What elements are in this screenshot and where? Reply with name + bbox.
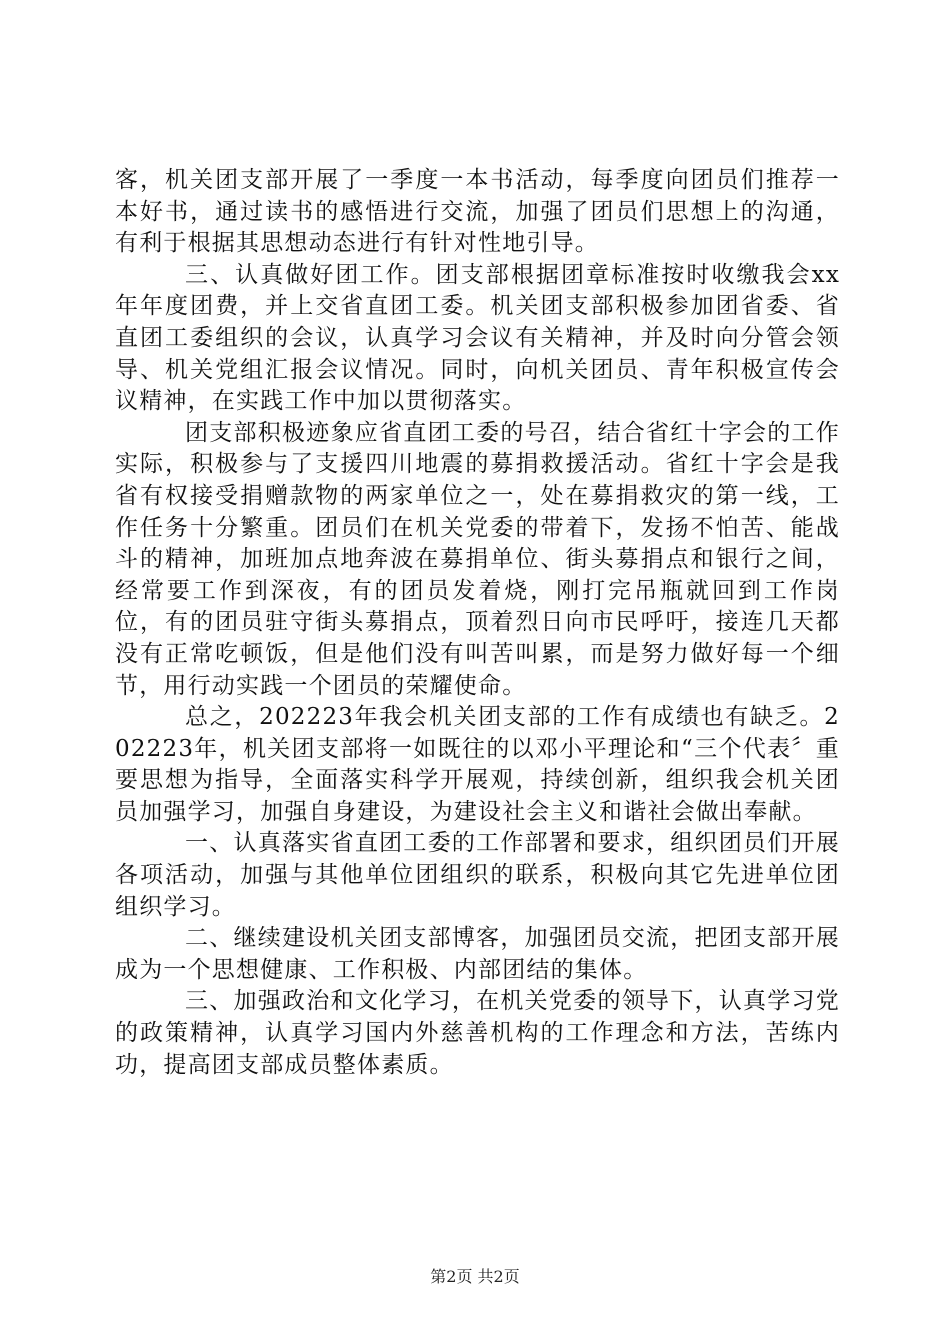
- paragraph-continuation: 客，机关团支部开展了一季度一本书活动，每季度向团员们推荐一本好书，通过读书的感悟进行交流，加强了团员们思想上的沟通，有利于根据其思想动态进行有针对性地引导。: [115, 167, 840, 257]
- paragraph-plan-one: 一、认真落实省直团工委的工作部署和要求，组织团员们开展各项活动，加强与其他单位团组织的联系，积极向其它先进单位团组织学习。: [115, 830, 840, 920]
- paragraph-summary: 总之，202223年我会机关团支部的工作有成绩也有缺乏。202223年，机关团支部将一如既往的以邓小平理论和“三个代表〞重要思想为指导，全面落实科学开展观，持续创新，组织我会机关团员加强学习，加强自身建设，为建设社会主义和谐社会做出奉献。: [115, 704, 840, 825]
- document-body: [115, 165, 840, 1081]
- page-number-footer: 第2页 共2页: [430, 1267, 520, 1286]
- paragraph-plan-three: 三、加强政治和文化学习，在机关党委的领导下，认真学习党的政策精神，认真学习国内外慈善机构的工作理念和方法，苦练内功，提高团支部成员整体素质。: [115, 988, 840, 1078]
- paragraph-plan-two: 二、继续建设机关团支部博客，加强团员交流，把团支部开展成为一个思想健康、工作积极、内部团结的集体。: [115, 925, 840, 983]
- paragraph-league-work: 三、认真做好团工作。团支部根据团章标准按时收缴我会xx年年度团费，并上交省直团工委。机关团支部积极参加团省委、省直团工委组织的会议，认真学习会议有关精神，并及时向分管会领导、机关党组汇报会议情况。同时，向机关团员、青年积极宣传会议精神，在实践工作中加以贯彻落实。: [115, 261, 840, 415]
- paragraph-earthquake-relief: 团支部积极迹象应省直团工委的号召，结合省红十字会的工作实际，积极参与了支援四川地震的募捐救援活动。省红十字会是我省有权接受捐赠款物的两家单位之一，处在募捐救灾的第一线，工作任务十分繁重。团员们在机关党委的带着下，发扬不怕苦、能战斗的精神，加班加点地奔波在募捐单位、街头募捐点和银行之间，经常要工作到深夜，有的团员发着烧，刚打完吊瓶就回到工作岗位，有的团员驻守街头募捐点，顶着烈日向市民呼吁，接连几天都没有正常吃顿饭，但是他们没有叫苦叫累，而是努力做好每一个细节，用行动实践一个团员的荣耀使命。: [115, 419, 840, 699]
